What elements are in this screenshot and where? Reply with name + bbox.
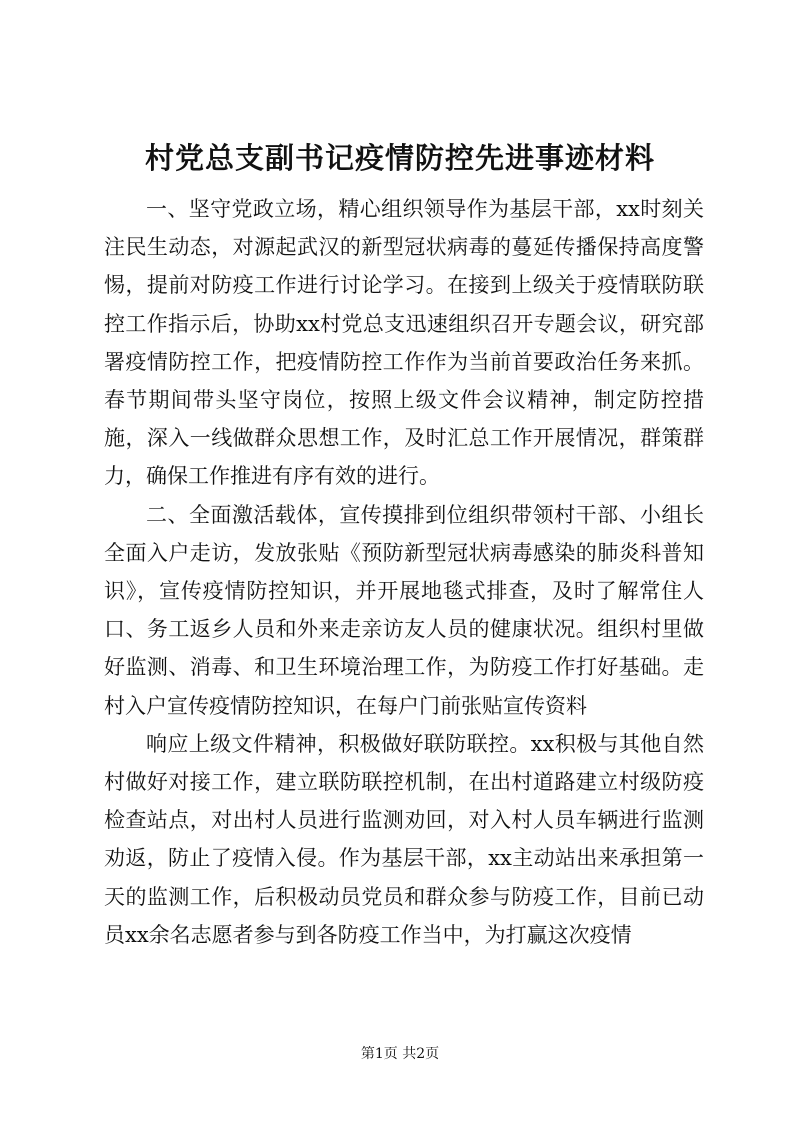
page-footer: 第1页 共2页 [360, 1046, 440, 1062]
paragraph-2: 二、全面激活载体，宣传摸排到位组织带领村干部、小组长全面入户走访，发放张贴《预防新型冠状病毒感染的肺炎科普知识》，宣传疫情防控知识，并开展地毯式排查，及时了解常住人口、务工返乡人员和外来走亲访友人员的健康状况。组织村里做好监测、消毒、和卫生环境治理工作，为防疫工作打好基础。走村入户宣传疫情防控知识，在每户门前张贴宣传资料 [104, 502, 704, 718]
document-body [104, 190, 704, 954]
document-title: 村党总支副书记疫情防控先进事迹材料 [144, 141, 655, 175]
paragraph-1: 一、坚守党政立场，精心组织领导作为基层干部，xx时刻关注民生动态，对源起武汉的新型冠状病毒的蔓延传播保持高度警惕，提前对防疫工作进行讨论学习。在接到上级关于疫情联防联控工作指示后，协助xx村党总支迅速组织召开专题会议，研究部署疫情防控工作，把疫情防控工作作为当前首要政治任务来抓。春节期间带头坚守岗位，按照上级文件会议精神，制定防控措施，深入一线做群众思想工作，及时汇总工作开展情况，群策群力，确保工作推进有序有效的进行。 [104, 197, 704, 489]
paragraph-3: 响应上级文件精神，积极做好联防联控。xx积极与其他自然村做好对接工作，建立联防联控机制，在出村道路建立村级防疫检查站点，对出村人员进行监测劝回，对入村人员车辆进行监测劝返，防止了疫情入侵。作为基层干部，xx主动站出来承担第一天的监测工作，后积极动员党员和群众参与防疫工作，目前已动员xx余名志愿者参与到各防疫工作当中，为打赢这次疫情 [104, 731, 704, 947]
